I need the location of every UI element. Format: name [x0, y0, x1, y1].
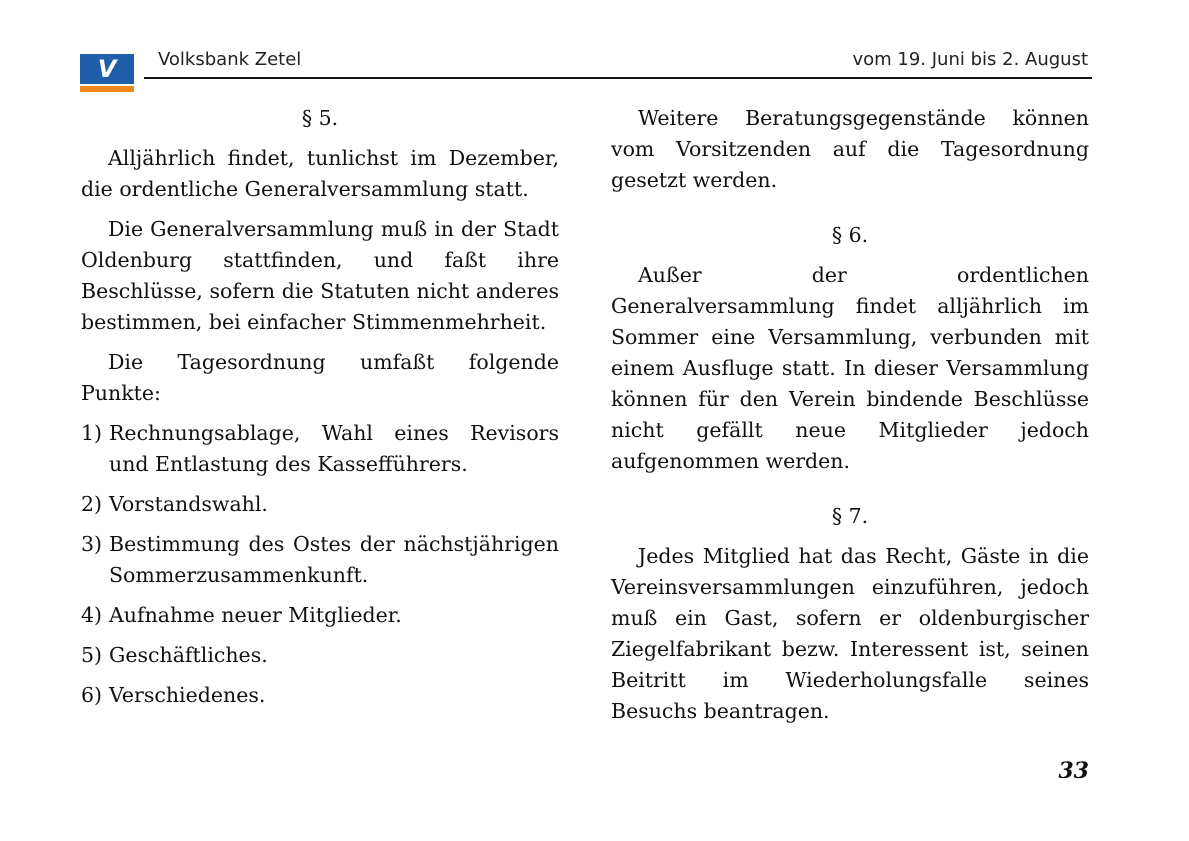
section-7-paragraph: Jedes Mitglied hat das Recht, Gäste in die Vereinsversammlungen einzuführen, jedoch muß ein Gast, sofern er oldenburgischer Ziegelfabrikant bezw. Interessent ist, seinen Beitritt im Wiederholungsfalle seines Besuchs beantragen. [611, 544, 1089, 723]
list-item-text: Rechnungsablage, Wahl eines Revisors und Entlastung des Kassefführers. [109, 421, 559, 476]
list-item-text: Vorstandswahl. [109, 492, 268, 516]
volksbank-logo-icon [80, 54, 134, 92]
list-item-text: Verschiedenes. [109, 683, 266, 707]
right-column [611, 103, 1089, 736]
agenda-list [81, 418, 559, 711]
list-item [81, 418, 559, 480]
list-item [81, 600, 559, 631]
list-item [81, 640, 559, 671]
header-dates: vom 19. Juni bis 2. August [852, 49, 1088, 70]
section-5-title: § 5. [301, 106, 339, 130]
list-item-text: Geschäftliches. [109, 643, 268, 667]
list-item-number: 4) [81, 603, 103, 627]
list-item [81, 489, 559, 520]
section-5-continuation: Weitere Beratungsgegenstände können vom Vorsitzenden auf die Tagesordnung gesetzt werden. [611, 106, 1089, 192]
list-item-number: 6) [81, 683, 103, 707]
list-item-number: 5) [81, 643, 103, 667]
section-5-paragraph-1: Alljährlich findet, tunlichst im Dezember, die ordentliche Generalversammlung statt. [81, 146, 559, 201]
header-brand: Volksbank Zetel [158, 49, 302, 70]
page-number: 33 [1058, 758, 1089, 784]
list-item-text: Bestimmung des Ostes der nächstjährigen Sommerzusammenkunft. [109, 532, 559, 587]
list-item-number: 3) [81, 532, 103, 556]
list-item-number: 1) [81, 421, 103, 445]
left-column [81, 103, 559, 720]
section-6-title: § 6. [831, 223, 869, 247]
list-item [81, 529, 559, 591]
section-5-paragraph-2: Die Generalversammlung muß in der Stadt Oldenburg stattfinden, und faßt ihre Beschlüsse, sofern die Statuten nicht anderes bestimmen, bei einfacher Stimmenmehrheit. [81, 217, 559, 334]
agenda-intro: Die Tagesordnung umfaßt folgende Punkte: [81, 350, 559, 405]
list-item-number: 2) [81, 492, 103, 516]
header-rule [144, 77, 1092, 79]
section-6-paragraph: Außer der ordentlichen Generalversammlung findet alljährlich im Sommer eine Versammlung, verbunden mit einem Ausfluge statt. In dieser Versammlung können für den Verein bindende Beschlüsse nicht gefällt neue Mitglieder jedoch aufgenommen werden. [611, 263, 1089, 473]
section-7-title: § 7. [831, 504, 869, 528]
list-item [81, 680, 559, 711]
list-item-text: Aufnahme neuer Mitglieder. [109, 603, 402, 627]
logo-letter: V [97, 55, 117, 83]
page-header [80, 46, 1094, 90]
